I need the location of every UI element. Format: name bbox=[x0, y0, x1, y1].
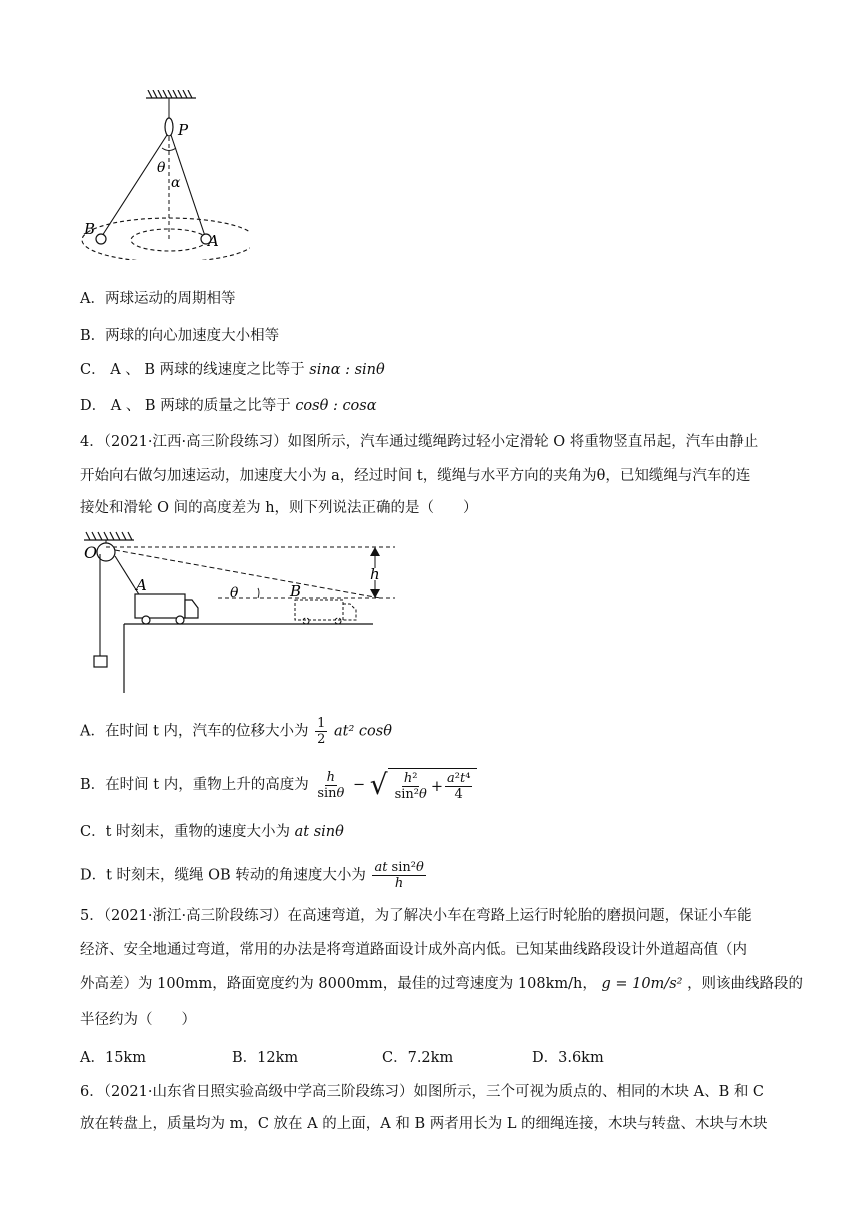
label-b-truck: B bbox=[290, 582, 302, 600]
q5-line3-part1: 外高差）为 100mm，路面宽度约为 8000mm，最佳的过弯速度为 108km/h， bbox=[80, 976, 597, 992]
minus-sign: − bbox=[352, 777, 366, 793]
hanging-weight bbox=[94, 656, 107, 667]
pulley-truck-figure bbox=[80, 528, 400, 696]
label-a-truck: A bbox=[136, 576, 147, 594]
label-a: A bbox=[208, 232, 219, 250]
q5-choice-b: B．12km bbox=[232, 1050, 299, 1066]
label-h: h bbox=[370, 565, 380, 583]
q4-option-c-text: C．t 时刻末，重物的速度大小为 bbox=[80, 824, 291, 840]
q5-choice-d: D．3.6km bbox=[532, 1050, 604, 1066]
q3-option-c-expr: sinα : sinθ bbox=[309, 362, 385, 378]
label-p: P bbox=[178, 121, 189, 139]
q5-stem-line-4: 半径约为（ ） bbox=[80, 1012, 196, 1028]
q3-option-b: B．两球的向心加速度大小相等 bbox=[80, 328, 280, 344]
q4-option-a-expr: at² cosθ bbox=[334, 723, 392, 740]
q5-stem-line-2: 经济、安全地通过弯道，常用的办法是将弯道路面设计成外高内低。已知某曲线路段设计外道超高值（内 bbox=[80, 942, 747, 958]
q5-choice-c: C．7.2km bbox=[382, 1050, 454, 1066]
q4-option-c bbox=[80, 822, 344, 842]
truck-b-dashed bbox=[295, 600, 356, 624]
q3-option-c-text: C． A 、 B 两球的线速度之比等于 bbox=[80, 362, 305, 378]
q6-stem-line-1: 6．（2021·山东省日照实验高级中学高三阶段练习）如图所示，三个可视为质点的、相同的木块 A、B 和 C bbox=[80, 1084, 765, 1100]
q6-stem-line-2: 放在转盘上，质量均为 m，C 放在 A 的上面，A 和 B 两者用长为 L 的细绳连接，木块与转盘、木块与木块 bbox=[80, 1116, 768, 1132]
label-o: O bbox=[84, 543, 98, 562]
q4-option-a-text: A．在时间 t 内，汽车的位移大小为 bbox=[80, 723, 309, 740]
label-b: B bbox=[84, 220, 96, 238]
q3-option-c bbox=[80, 360, 385, 380]
q4-stem-line-3: 接处和滑轮 O 间的高度差为 h，则下列说法正确的是（ ） bbox=[80, 500, 478, 516]
ceiling-hatch bbox=[146, 90, 196, 98]
label-theta: θ bbox=[157, 160, 166, 176]
q5-choice-a: A．15km bbox=[80, 1050, 146, 1066]
outer-orbit bbox=[82, 218, 250, 260]
q4-option-a bbox=[80, 716, 392, 747]
square-root-expr: √ $\frac{\text{h²}}{\text{sin²θ}}$ + $\frac{\text{a²t⁴}}{4}$ bbox=[370, 768, 478, 802]
ball-b bbox=[96, 234, 106, 244]
q4-option-d bbox=[80, 860, 428, 891]
q4-option-b bbox=[80, 768, 477, 802]
q5-stem-line-3 bbox=[80, 974, 803, 994]
q5-line3-part3: ，则该曲线路段的 bbox=[687, 976, 804, 992]
q3-option-d bbox=[80, 396, 377, 416]
q4-option-c-expr: at sinθ bbox=[294, 824, 344, 840]
q4-option-d-text: D．t 时刻末，缆绳 OB 转动的角速度大小为 bbox=[80, 867, 366, 884]
q3-option-d-text: D． A 、 B 两球的质量之比等于 bbox=[80, 398, 291, 414]
truck-a bbox=[135, 594, 198, 624]
label-theta-angle: θ bbox=[230, 585, 239, 601]
q4-option-b-text: B．在时间 t 内，重物上升的高度为 bbox=[80, 777, 309, 793]
q4-stem-line-1: 4．（2021·江西·高三阶段练习）如图所示，汽车通过缆绳跨过轻小定滑轮 O 将重物竖直吊起，汽车由静止 bbox=[80, 434, 759, 450]
fraction-one-half: $\frac{1}{2}$ bbox=[317, 716, 326, 747]
q5-gravity-expr: g = 10m/s² bbox=[601, 976, 683, 992]
fraction-angular-velocity: $\frac{\text{at sin²θ}}{h}$ bbox=[374, 860, 424, 891]
q5-stem-line-1: 5．（2021·浙江·高三阶段练习）在高速弯道，为了解决小车在弯路上运行时轮胎的磨损问题，保证小车能 bbox=[80, 908, 752, 924]
q3-option-a: A．两球运动的周期相等 bbox=[80, 291, 236, 307]
q3-option-d-expr: cosθ : cosα bbox=[295, 398, 377, 414]
label-alpha: α bbox=[171, 175, 181, 191]
q4-stem-line-2: 开始向右做匀加速运动，加速度大小为 a，经过时间 t，缆绳与水平方向的夹角为θ，已知缆绳与汽车的连 bbox=[80, 468, 751, 484]
fraction-h-over-sin: $\frac{h}{\sin\theta}$ bbox=[317, 769, 345, 801]
conical-pendulum-figure bbox=[80, 90, 250, 260]
